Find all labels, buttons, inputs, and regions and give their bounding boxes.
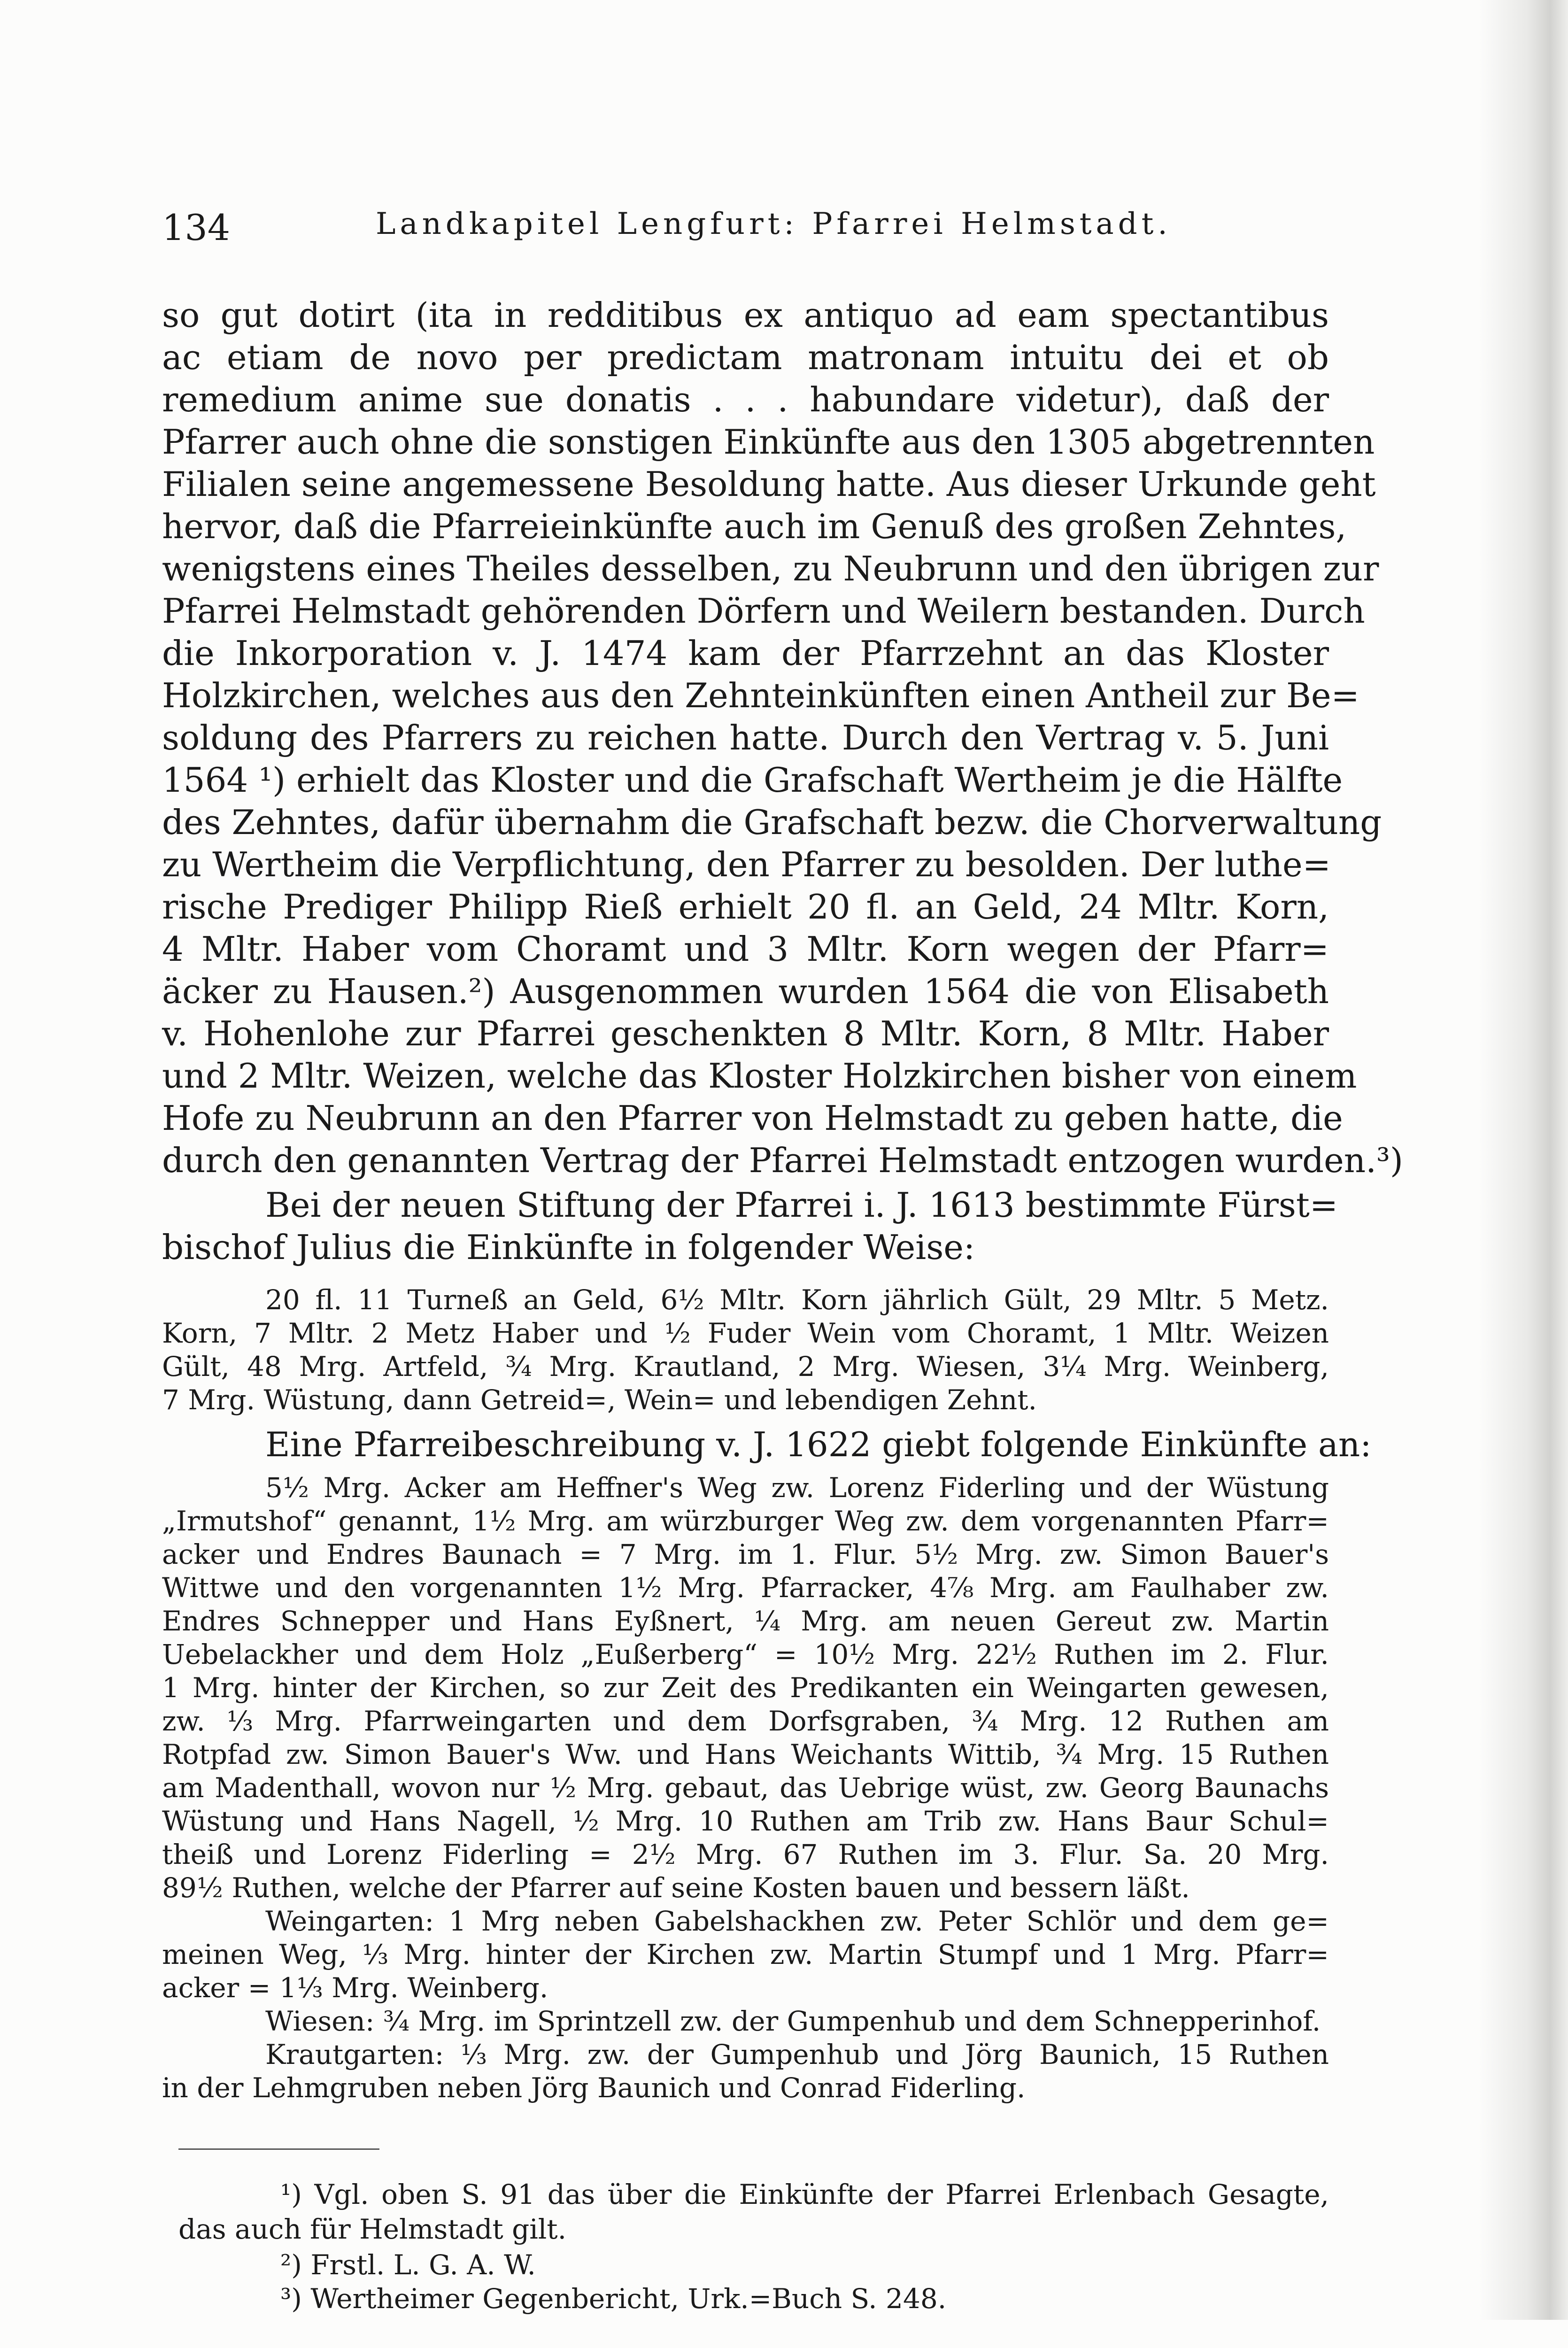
foundation-income-line: Gült, 48 Mrg. Artfeld, ¾ Mrg. Krautland, 2 Mrg. Wiesen, 3¼ Mrg. Weinberg, — [162, 1351, 1329, 1383]
fields-paragraph-line: Uebelackher und dem Holz „Eußerberg“ = 10½ Mrg. 22½ Ruthen im 2. Flur. — [162, 1638, 1329, 1670]
main-paragraph-line: und 2 Mltr. Weizen, welche das Kloster Holzkirchen bisher von einem — [162, 1056, 1357, 1096]
main-paragraph-line: des Zehntes, dafür übernahm die Grafschaft bezw. die Chorverwaltung — [162, 803, 1382, 842]
fields-paragraph-line: theiß und Lorenz Fiderling = 2½ Mrg. 67 Ruthen im 3. Flur. Sa. 20 Mrg. — [162, 1838, 1329, 1870]
meadow-paragraph-line: Wiesen: ¾ Mrg. im Sprintzell zw. der Gumpenhub und dem Schnepperinhof. — [265, 2005, 1321, 2037]
fields-paragraph-line: Wüstung und Hans Nagell, ½ Mrg. 10 Ruthen am Trib zw. Hans Baur Schul= — [162, 1805, 1329, 1837]
main-paragraph-line: 4 Mltr. Haber vom Choramt und 3 Mltr. Korn wegen der Pfarr= — [162, 929, 1329, 969]
fields-paragraph-line: zw. ⅓ Mrg. Pfarrweingarten und dem Dorfsgraben, ¾ Mrg. 12 Ruthen am — [162, 1705, 1329, 1737]
footnote-line: das auch für Helmstadt gilt. — [178, 2213, 567, 2245]
foundation-paragraph-line: bischof Julius die Einkünfte in folgender Weise: — [162, 1228, 975, 1267]
main-paragraph-line: Pfarrer auch ohne die sonstigen Einkünfte aus den 1305 abgetrennten — [162, 422, 1375, 462]
running-title: Landkapitel Lengfurt: Pfarrei Helmstadt. — [376, 207, 1172, 241]
main-paragraph-line: äcker zu Hausen.²) Ausgenommen wurden 1564 die von Elisabeth — [162, 972, 1329, 1011]
main-paragraph-line: Pfarrei Helmstadt gehörenden Dörfern und Weilern bestanden. Durch — [162, 591, 1365, 631]
footnote-line: ²) Frstl. L. G. A. W. — [280, 2249, 536, 2281]
main-paragraph-line: ac etiam de novo per predictam matronam intuitu dei et ob — [162, 338, 1329, 377]
foundation-income-line: 7 Mrg. Wüstung, dann Getreid=, Wein= und lebendigen Zehnt. — [162, 1384, 1037, 1416]
main-paragraph-line: remedium anime sue donatis . . . habundare videtur), daß der — [162, 380, 1329, 419]
footnote-divider — [178, 2148, 379, 2150]
main-paragraph-line: Holzkirchen, welches aus den Zehnteinkünften einen Antheil zur Be= — [162, 676, 1359, 715]
description-heading: Eine Pfarreibeschreibung v. J. 1622 giebt folgende Einkünfte an: — [265, 1425, 1372, 1464]
main-paragraph-line: durch den genannten Vertrag der Pfarrei Helmstadt entzogen wurden.³) — [162, 1141, 1403, 1180]
main-paragraph-line: 1564 ¹) erhielt das Kloster und die Grafschaft Wertheim je die Hälfte — [162, 760, 1343, 800]
footnote-line: ³) Wertheimer Gegenbericht, Urk.=Buch S. 248. — [280, 2283, 947, 2315]
foundation-income-line: Korn, 7 Mltr. 2 Metz Haber und ½ Fuder Wein vom Choramt, 1 Mltr. Weizen — [162, 1317, 1329, 1349]
cabbage-paragraph-line: Krautgarten: ⅓ Mrg. zw. der Gumpenhub und Jörg Baunich, 15 Ruthen — [265, 2039, 1329, 2070]
fields-paragraph-line: „Irmutshof“ genannt, 1½ Mrg. am würzburger Weg zw. dem vorgenannten Pfarr= — [162, 1505, 1329, 1537]
main-paragraph-line: hervor, daß die Pfarreieinkünfte auch im Genuß des großen Zehntes, — [162, 507, 1347, 546]
page-number: 134 — [162, 207, 231, 248]
foundation-paragraph-line: Bei der neuen Stiftung der Pfarrei i. J. 1613 bestimmte Fürst= — [265, 1185, 1338, 1225]
foundation-income-line: 20 fl. 11 Turneß an Geld, 6½ Mltr. Korn jährlich Gült, 29 Mltr. 5 Metz. — [265, 1284, 1329, 1316]
fields-paragraph-line: Wittwe und den vorgenannten 1½ Mrg. Pfarracker, 4⅞ Mrg. am Faulhaber zw. — [162, 1572, 1329, 1604]
fields-paragraph-line: 5½ Mrg. Acker am Heffner's Weg zw. Lorenz Fiderling und der Wüstung — [265, 1472, 1329, 1504]
main-paragraph-line: Filialen seine angemessene Besoldung hatte. Aus dieser Urkunde geht — [162, 464, 1376, 504]
main-paragraph-line: zu Wertheim die Verpflichtung, den Pfarrer zu besolden. Der luthe= — [162, 845, 1331, 884]
main-paragraph-line: Hofe zu Neubrunn an den Pfarrer von Helmstadt zu geben hatte, die — [162, 1098, 1343, 1138]
main-paragraph-line: die Inkorporation v. J. 1474 kam der Pfarrzehnt an das Kloster — [162, 633, 1329, 673]
fields-paragraph-line: Rotpfad zw. Simon Bauer's Ww. und Hans Weichants Wittib, ¾ Mrg. 15 Ruthen — [162, 1738, 1329, 1770]
main-paragraph-line: soldung des Pfarrers zu reichen hatte. Durch den Vertrag v. 5. Juni — [162, 718, 1329, 757]
footnote-line: ¹) Vgl. oben S. 91 das über die Einkünfte der Pfarrei Erlenbach Gesagte, — [280, 2178, 1329, 2210]
vineyard-paragraph-line: Weingarten: 1 Mrg neben Gabelshackhen zw. Peter Schlör und dem ge= — [265, 1905, 1329, 1937]
vineyard-paragraph-line: acker = 1⅓ Mrg. Weinberg. — [162, 1972, 548, 2004]
main-paragraph-line: so gut dotirt (ita in redditibus ex antiquo ad eam spectantibus — [162, 295, 1329, 335]
fields-paragraph-line: 1 Mrg. hinter der Kirchen, so zur Zeit des Predikanten ein Weingarten gewesen, — [162, 1672, 1329, 1704]
vineyard-paragraph-line: meinen Weg, ⅓ Mrg. hinter der Kirchen zw. Martin Stumpf und 1 Mrg. Pfarr= — [162, 1939, 1329, 1970]
cabbage-paragraph-line: in der Lehmgruben neben Jörg Baunich und Conrad Fiderling. — [162, 2072, 1026, 2104]
fields-paragraph-line: 89½ Ruthen, welche der Pfarrer auf seine Kosten bauen und bessern läßt. — [162, 1872, 1190, 1904]
scan-page-edge-shadow — [1479, 0, 1568, 2320]
main-paragraph-line: wenigstens eines Theiles desselben, zu Neubrunn und den übrigen zur — [162, 549, 1379, 588]
fields-paragraph-line: am Madenthall, wovon nur ½ Mrg. gebaut, das Uebrige wüst, zw. Georg Baunachs — [162, 1772, 1329, 1804]
fields-paragraph-line: acker und Endres Baunach = 7 Mrg. im 1. Flur. 5½ Mrg. zw. Simon Bauer's — [162, 1538, 1329, 1570]
fields-paragraph-line: Endres Schnepper und Hans Eyßnert, ¼ Mrg. am neuen Gereut zw. Martin — [162, 1605, 1329, 1637]
main-paragraph-line: v. Hohenlohe zur Pfarrei geschenkten 8 Mltr. Korn, 8 Mltr. Haber — [162, 1014, 1329, 1053]
main-paragraph-line: rische Prediger Philipp Rieß erhielt 20 fl. an Geld, 24 Mltr. Korn, — [162, 887, 1329, 927]
